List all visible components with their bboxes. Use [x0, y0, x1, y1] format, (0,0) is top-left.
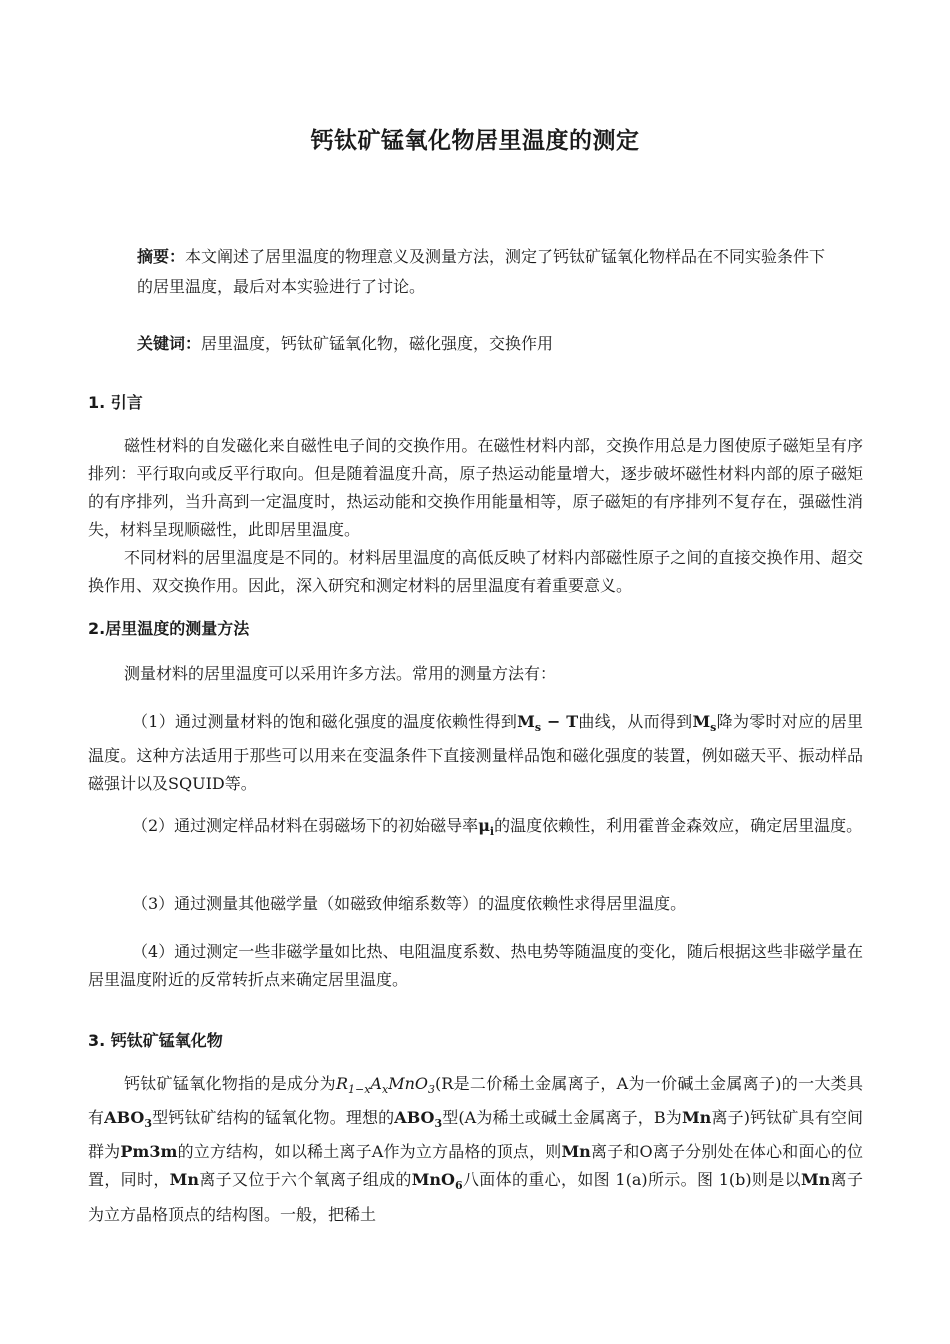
keywords-text: 居里温度，钙钛矿锰氧化物，磁化强度，交换作用 — [201, 334, 554, 353]
abstract — [137, 242, 827, 302]
formula-abo3: $ABO_3$ — [104, 1108, 152, 1131]
keywords-label: 关键词： — [137, 334, 202, 353]
abstract-label: 摘要： — [137, 247, 186, 266]
paragraph-intro-2: 不同材料的居里温度是不同的。材料居里温度的高低反映了材料内部磁性原子之间的直接交换作用、超交换作用、双交换作用。因此，深入研究和测定材料的居里温度有着重要意义。 — [88, 548, 863, 595]
paragraph-perovskite: 钙钛矿锰氧化物指的是成分为$R_{1-x}A_xMnO_3(R$是二价稀土金属离子，A为一价碱土金属离子)的一大类具有$ABO_3$型钙钛矿结构的锰氧化物。理想的$ABO_3$型(A为稀土或碱土金属离子，B为Mn离子)钙钛矿具有空间群为Pm3m的立方结构，如以稀土离子A作为立方晶格的顶点，则Mn离子和O离子分别处在体心和面心的位置，同时，Mn离子又位于六个氧离子组成的MnO$_6$八面体的重心，如图 1(a)所示。图 1(b)则是以Mn离子为立方晶格顶点的结构图。一般，把稀土 — [88, 1074, 863, 1224]
formula-mn-3: Mn — [169, 1170, 200, 1190]
paragraph-intro-1: 磁性材料的自发磁化来自磁性电子间的交换作用。在磁性材料内部，交换作用总是力图使原子磁矩呈有序排列：平行取向或反平行取向。但是随着温度升高，原子热运动能量增大，逐步破坏磁性材料内部的原子磁矩的有序排列，当升高到一定温度时，热运动能和交换作用能量相等，原子磁矩的有序排列不复存在，强磁性消失，材料呈现顺磁性，此即居里温度。 — [88, 436, 863, 539]
formula-r1-x-ax-mno3: $R_{1-x}A_xMnO_3$ — [335, 1074, 436, 1097]
formula-mn-2: Mn — [561, 1142, 591, 1162]
formula-pm3m: Pm3m — [120, 1142, 178, 1162]
method-item-3: （3）通过测量其他磁学量（如磁致伸缩系数等）的温度依赖性求得居里温度。 — [132, 894, 687, 913]
method-item-2 — [88, 812, 863, 846]
method-2-text-b: 的温度依赖性，利用霍普金森效应，确定居里温度。 — [494, 816, 863, 835]
formula-mu-i: $\mu_i$ — [478, 816, 495, 839]
method-1-text-c: 降为零时对应的居里温度。这种方法适用于那些可以用来在变温条件下直接测量样品饱和磁化强度的装置，例如磁天平、振动样品磁强计以及SQUID等。 — [88, 712, 863, 794]
section-heading-methods: 2.居里温度的测量方法 — [88, 619, 250, 638]
formula-mno6: MnO$_6$ — [411, 1170, 463, 1193]
formula-ms: $M_s$ — [692, 712, 717, 735]
formula-mn-4: Mn — [800, 1170, 831, 1190]
method-item-1 — [88, 708, 863, 798]
formula-ms-t: $M_s - T$ — [517, 712, 579, 735]
abstract-text: 本文阐述了居里温度的物理意义及测量方法，测定了钙钛矿锰氧化物样品在不同实验条件下的居里温度，最后对本实验进行了讨论。 — [137, 247, 826, 296]
section-heading-perovskite: 3. 钙钛矿锰氧化物 — [88, 1031, 223, 1050]
section-heading-introduction: 1. 引言 — [88, 393, 143, 412]
page-title: 钙钛矿锰氧化物居里温度的测定 — [310, 128, 640, 154]
paragraph-methods-intro: 测量材料的居里温度可以采用许多方法。常用的测量方法有： — [124, 664, 557, 683]
keywords — [137, 329, 827, 359]
method-item-4: （4）通过测定一些非磁学量如比热、电阻温度系数、热电势等随温度的变化，随后根据这些非磁学量在居里温度附近的反常转折点来确定居里温度。 — [88, 942, 863, 989]
method-1-text-a: （1）通过测量材料的饱和磁化强度的温度依赖性得到 — [132, 712, 518, 731]
formula-abo3-2: $ABO_3$ — [394, 1108, 443, 1131]
method-2-text-a: （2）通过测定样品材料在弱磁场下的初始磁导率 — [132, 816, 479, 835]
formula-mn: Mn — [681, 1108, 712, 1128]
method-1-text-b: 曲线，从而得到 — [578, 712, 693, 731]
